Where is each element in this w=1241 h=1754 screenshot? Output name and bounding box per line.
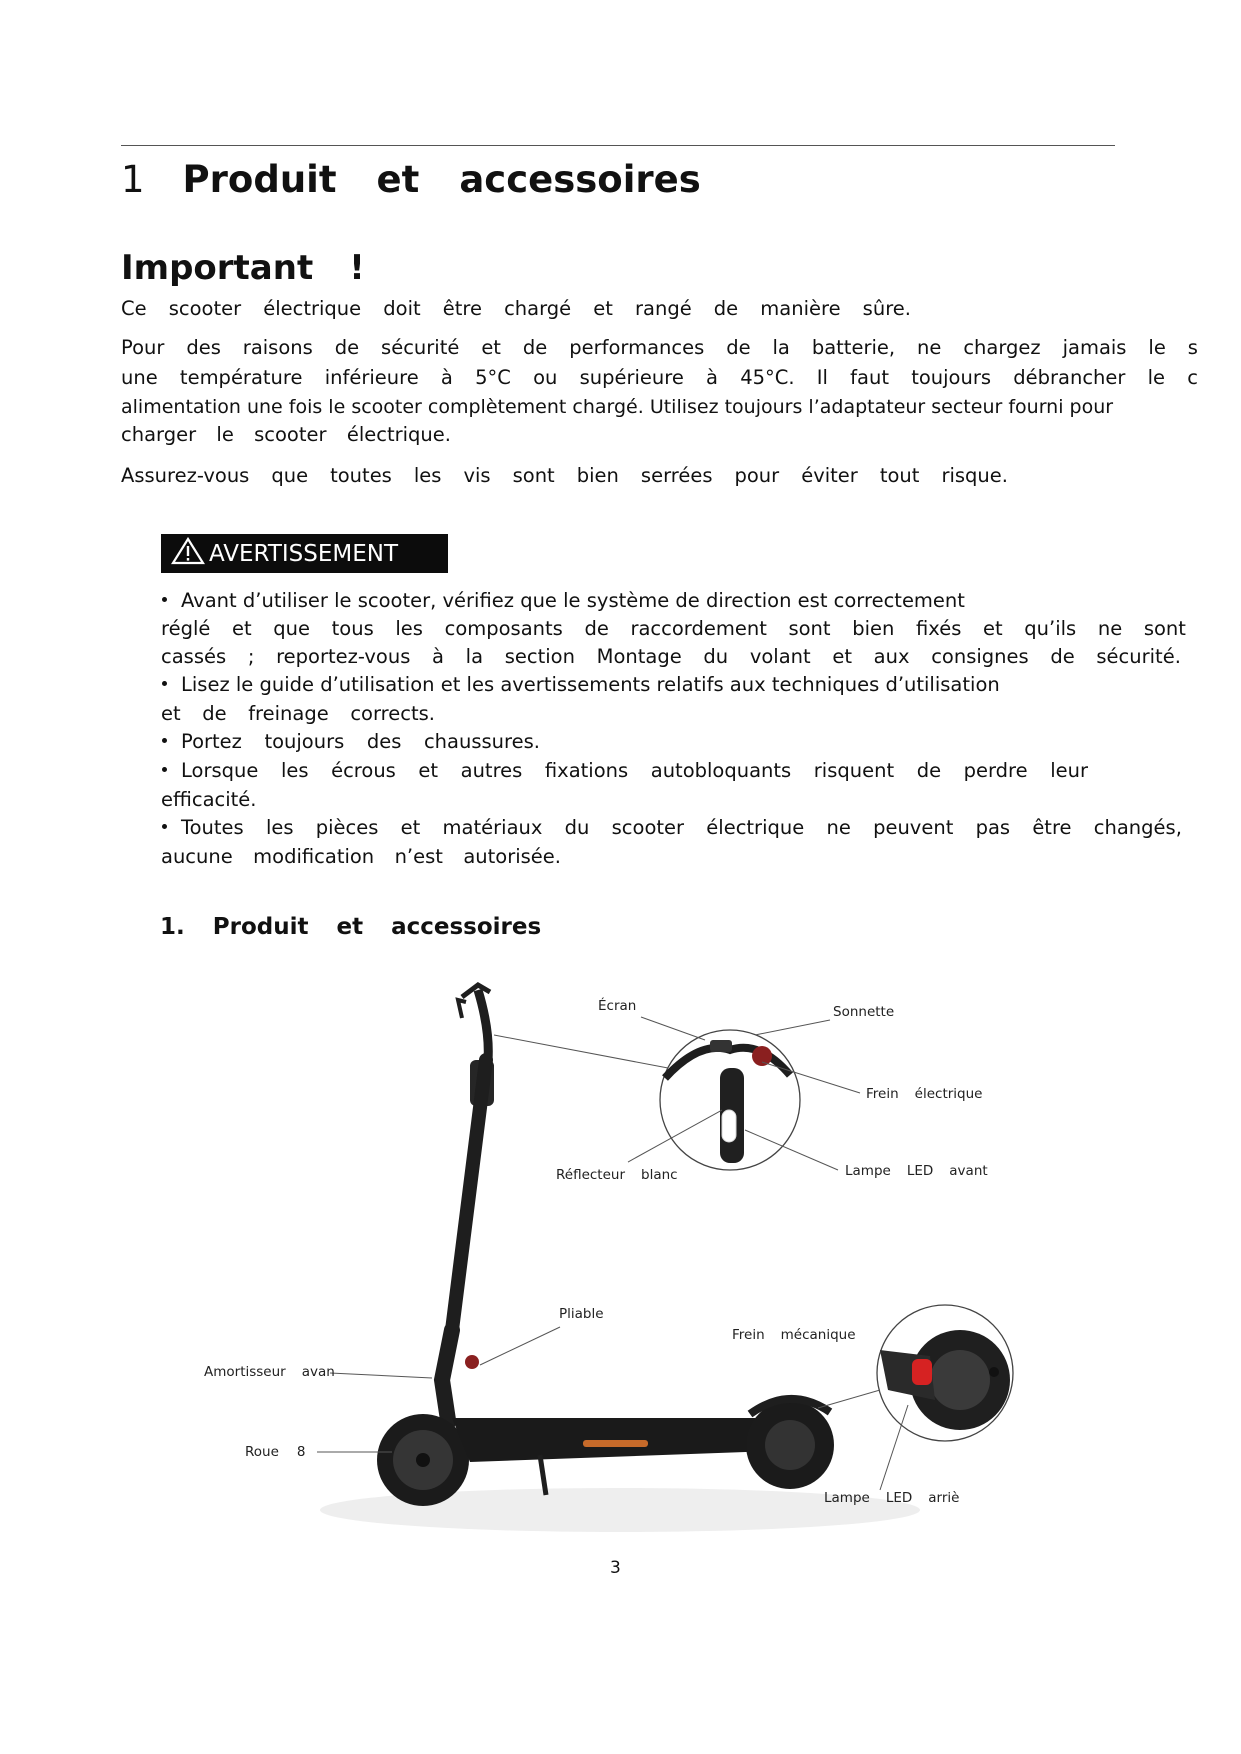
word: et (232, 617, 252, 640)
word: batterie, (811, 336, 896, 359)
word: la (465, 645, 484, 668)
label-word: Lampe (845, 1163, 891, 1179)
word: cassés (161, 645, 227, 668)
word: peuvent (873, 816, 954, 839)
word: chaussures. (423, 730, 540, 753)
label-word: Frein (732, 1327, 765, 1343)
bullet-4-line-2: efficacité. (161, 788, 257, 811)
word: ou (533, 366, 558, 389)
word: ne (826, 816, 851, 839)
label-pliable: Pliable (559, 1306, 604, 1322)
word: pièces (315, 816, 379, 839)
word: de (713, 297, 739, 320)
label-word: Réflecteur (556, 1167, 626, 1183)
word: chargez (963, 336, 1041, 359)
important-title: Important (121, 248, 314, 288)
word: à (706, 366, 718, 389)
word: le (1147, 366, 1166, 389)
heading-word: Produit (182, 158, 337, 201)
word: électrique (263, 297, 362, 320)
heading-word: et (336, 914, 364, 940)
label-word: Lampe (824, 1490, 870, 1506)
heading-word: et (376, 158, 420, 201)
word: autres (460, 759, 523, 782)
word: section (504, 645, 575, 668)
word: des (186, 336, 221, 359)
word: doit (383, 297, 421, 320)
word: bien (576, 464, 619, 487)
word: toutes (330, 464, 392, 487)
word: charger (121, 423, 197, 446)
label-word: mécanique (780, 1327, 856, 1343)
word: reportez-vous (276, 645, 411, 668)
word: n’est (394, 845, 443, 868)
bullet-text: Lisez le guide d’utilisation et les avertissements relatifs aux techniques d’utilisation (181, 673, 1000, 696)
label-word: Amortisseur (204, 1364, 286, 1380)
page-number: 3 (610, 1558, 621, 1578)
word: raisons (242, 336, 313, 359)
word: Toutes (181, 816, 244, 839)
warning-label: AVERTISSEMENT (209, 540, 399, 567)
word: de (584, 617, 609, 640)
word: qu’ils (1024, 617, 1077, 640)
label-roue (245, 1444, 306, 1460)
word: tous (331, 617, 374, 640)
word: sûre. (862, 297, 911, 320)
word: matériaux (442, 816, 543, 839)
word: et (161, 702, 181, 725)
label-lampe-led-avant (845, 1163, 988, 1179)
label-ecran: Écran (598, 998, 637, 1014)
word: pas (975, 816, 1011, 839)
word: 45°C. (740, 366, 795, 389)
word: et (593, 297, 613, 320)
heading-word: Produit (212, 914, 309, 940)
word: serrées (640, 464, 713, 487)
word: corrects. (350, 702, 435, 725)
word: Montage (596, 645, 682, 668)
paragraph-2-line-3: alimentation une fois le scooter complètement chargé. Utilisez toujours l’adaptateur secteur fourni pour (121, 396, 1114, 418)
word: de (522, 336, 548, 359)
word: éviter (801, 464, 858, 487)
word: les (280, 759, 309, 782)
word: être (442, 297, 482, 320)
word: volant (749, 645, 811, 668)
word: Ce (121, 297, 147, 320)
word: Pour (121, 336, 165, 359)
word: débrancher (1013, 366, 1126, 389)
word: inférieure (324, 366, 419, 389)
word: performances (569, 336, 705, 359)
word: scooter (254, 423, 327, 446)
word: sont (512, 464, 555, 487)
word: sécurité (381, 336, 460, 359)
word: Portez (181, 730, 242, 753)
word: et (481, 336, 501, 359)
word: Assurez-vous (121, 464, 250, 487)
word: les (265, 816, 294, 839)
word: une (121, 366, 158, 389)
word: pour (734, 464, 780, 487)
word: ne (1097, 617, 1123, 640)
word: tout (879, 464, 920, 487)
scooter-illustration (317, 985, 1013, 1532)
word: freinage (248, 702, 329, 725)
word: le (1148, 336, 1166, 359)
word: aux (873, 645, 910, 668)
word: c (1187, 366, 1198, 389)
word: toujours (911, 366, 992, 389)
word: les (413, 464, 442, 487)
section-number: 1 (121, 158, 145, 201)
word: que (273, 617, 311, 640)
word: écrous (331, 759, 396, 782)
word: et (983, 617, 1003, 640)
word: de (1050, 645, 1075, 668)
word: risque. (941, 464, 1008, 487)
word: sécurité. (1096, 645, 1181, 668)
word: de (334, 336, 360, 359)
label-frein-mecanique (732, 1327, 856, 1343)
label-word: arriè (928, 1490, 960, 1506)
label-word: avan (301, 1364, 335, 1380)
word: le (216, 423, 234, 446)
word: de (726, 336, 751, 359)
word: du (703, 645, 729, 668)
word: réglé (161, 617, 211, 640)
word: leur (1050, 759, 1088, 782)
word: s (1187, 336, 1198, 359)
word: température (179, 366, 303, 389)
word: et (400, 816, 421, 839)
word: les (395, 617, 423, 640)
label-sonnette: Sonnette (833, 1004, 895, 1020)
word: changés, (1093, 816, 1182, 839)
label-amortisseur-avant (204, 1364, 335, 1380)
label-frein-electrique (866, 1086, 982, 1102)
word: vis (463, 464, 491, 487)
heading-word: accessoires (391, 914, 542, 940)
word: fixations (544, 759, 629, 782)
word: sont (788, 617, 831, 640)
word: manière (760, 297, 841, 320)
word: faut (850, 366, 889, 389)
word: supérieure (579, 366, 684, 389)
label-reflecteur-blanc (556, 1167, 678, 1183)
word: Il (816, 366, 828, 389)
word: et (832, 645, 852, 668)
bullet-text: Avant d’utiliser le scooter, vérifiez que le système de direction est correctement (181, 589, 965, 612)
word: scooter (168, 297, 242, 320)
word: bien (852, 617, 895, 640)
word: ne (917, 336, 942, 359)
word: des (366, 730, 402, 753)
word: jamais (1062, 336, 1127, 359)
word: composants (444, 617, 563, 640)
word: autorisée. (463, 845, 561, 868)
word: à (440, 366, 453, 389)
word: de (202, 702, 227, 725)
label-word: blanc (641, 1167, 678, 1183)
label-lampe-led-arriere (824, 1490, 959, 1506)
word: modification (253, 845, 375, 868)
word: Lorsque (181, 759, 259, 782)
word: et (418, 759, 439, 782)
word: de (916, 759, 942, 782)
label-word: Frein (866, 1086, 899, 1102)
word: électrique. (346, 423, 451, 446)
heading-word: accessoires (459, 158, 701, 201)
word: sont (1143, 617, 1186, 640)
label-word: LED (885, 1490, 913, 1506)
word: raccordement (630, 617, 767, 640)
word: aucune (161, 845, 233, 868)
word: consignes (931, 645, 1029, 668)
word: risquent (813, 759, 895, 782)
label-word: LED (906, 1163, 934, 1179)
important-mark: ! (349, 248, 365, 288)
word: être (1032, 816, 1072, 839)
label-word: avant (949, 1163, 988, 1179)
word: à (432, 645, 444, 668)
word: rangé (635, 297, 692, 320)
word: scooter (611, 816, 685, 839)
word: du (564, 816, 590, 839)
word: 5°C (475, 366, 511, 389)
word: autobloquants (650, 759, 792, 782)
label-word: 8 (296, 1444, 306, 1460)
word: électrique (706, 816, 805, 839)
label-word: électrique (914, 1086, 983, 1102)
word: fixés (915, 617, 962, 640)
word: que (271, 464, 309, 487)
word: perdre (963, 759, 1028, 782)
label-word: Roue (245, 1444, 279, 1460)
word: toujours (264, 730, 345, 753)
word: chargé (504, 297, 572, 320)
word: ; (247, 645, 255, 668)
word: la (772, 336, 790, 359)
subsection-number: 1. (160, 914, 185, 940)
